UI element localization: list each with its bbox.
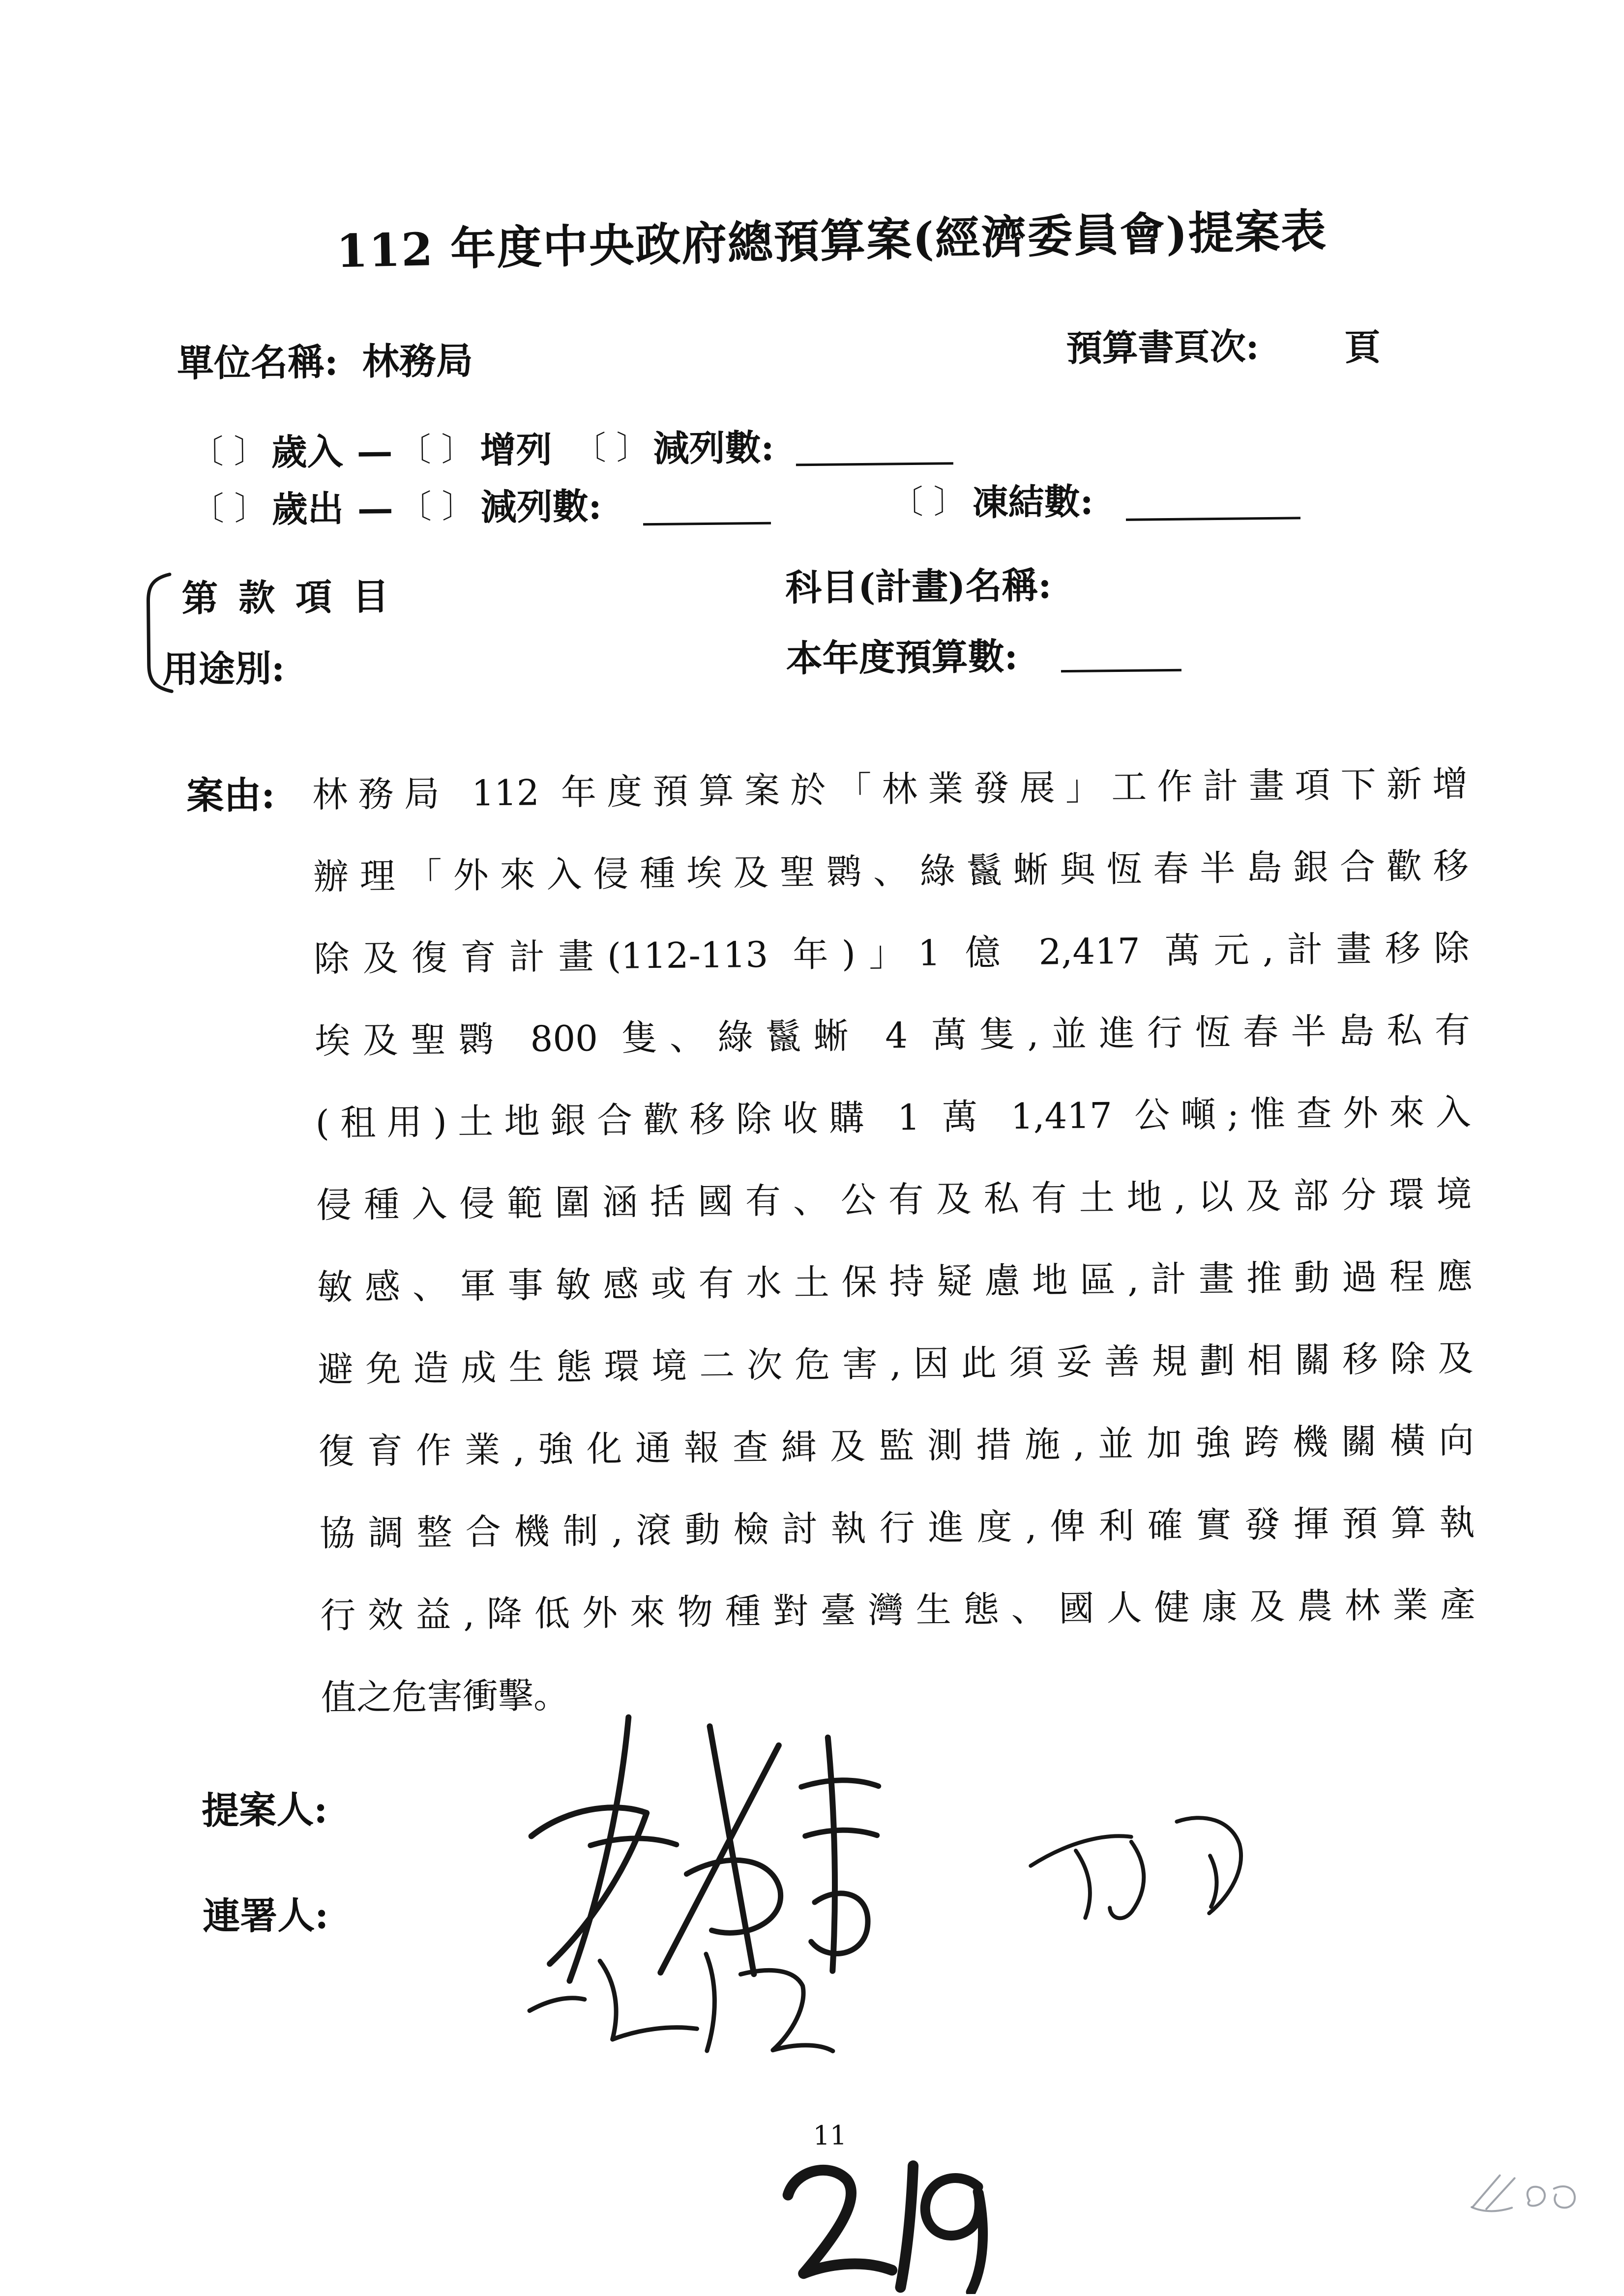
page-title: 112 年度中央政府總預算案(經濟委員會)提案表 [335,204,1328,278]
expenditure-label: 歲出 [271,488,344,531]
case-text-line: 辦理「外來入侵種埃及聖鹮、綠鬣蜥與恆春半島銀合歡移 [313,845,1469,898]
case-text-line: 行效益,降低外來物種對臺灣生態、國人健康及農林業產 [320,1584,1476,1636]
budget-book-page-label: 預算書頁次: [1066,325,1260,370]
unit-name-value: 林務局 [362,339,473,383]
item-section-label: 第 款 項 目 [181,576,393,620]
revenue-dash: — [356,430,393,473]
cut-amount-blank [643,486,771,525]
usage-category-label: 用途別: [162,647,285,691]
pencil-note-400 [1466,2168,1585,2223]
case-text-line: 避免造成生態環境二次危害,因此須妥善規劃相關移除及 [318,1337,1474,1390]
case-text-line: 除及復育計畫(112-113 年)」1 億 2,417 萬元,計畫移除 [314,927,1470,980]
unit-name-label: 單位名稱: [177,340,338,385]
increase-label: 增列 [480,429,552,472]
cosigner-signature-right-handwriting [1020,1797,1268,1930]
increase-checkbox-brackets: 〔 〕 [398,430,474,469]
case-text-line: 侵種入侵範圍涵括國有、公有及私有土地,以及部分環境 [316,1173,1472,1226]
cut-amount-label: 減列數: [480,485,602,529]
freeze-amount-blank [1125,481,1300,521]
cosigner-signature-lower-handwriting [520,1939,841,2060]
printed-page-number: 11 [813,2120,847,2151]
expenditure-checkbox-brackets: 〔 〕 [191,489,267,528]
case-text-line: 埃及聖鹮 800 隻、綠鬣蜥 4 萬隻,並進行恆春半島私有 [314,1009,1471,1062]
budget-book-page-unit: 頁 [1344,326,1381,369]
case-text-line: (租用)土地銀合歡移除收購 1 萬 1,417 公噸;惟查外來入 [315,1091,1472,1144]
freeze-amount-label: 凍結數: [972,480,1094,524]
decrease-amount-blank [796,426,953,466]
decrease-checkbox-brackets: 〔 〕 [573,429,649,467]
current-year-budget-label: 本年度預算數: [786,635,1018,680]
freeze-checkbox-brackets: 〔 〕 [890,482,966,522]
proposer-label: 提案人: [201,1787,328,1832]
case-text-line: 敏感、軍事敏感或有水土保持疑慮地區,計畫推動過程應 [317,1255,1473,1308]
handwritten-page-number-219 [766,2151,1003,2296]
case-text-line: 值之危害衝擊。 [321,1674,569,1718]
case-text-line: 協調整合機制,滾動檢討執行進度,俾利確實發揮預算執 [319,1502,1476,1554]
subject-plan-name-label: 科目(計畫)名稱: [785,564,1052,610]
case-text-line: 復育作業,強化通報查緝及監測措施,並加強跨機關橫向 [318,1420,1475,1472]
cut-checkbox-brackets: 〔 〕 [399,487,475,526]
cosigner-label: 連署人: [202,1893,329,1938]
revenue-checkbox-brackets: 〔 〕 [191,432,266,471]
decrease-amount-label: 減列數: [653,426,774,470]
revenue-label: 歲入 [271,431,344,474]
case-reason-label: 案由: [186,773,275,818]
expenditure-dash: — [357,487,394,530]
case-text-line: 林務局 112 年度預算案於「林業發展」工作計畫項下新增 [312,763,1468,815]
current-year-budget-blank [1061,633,1181,672]
